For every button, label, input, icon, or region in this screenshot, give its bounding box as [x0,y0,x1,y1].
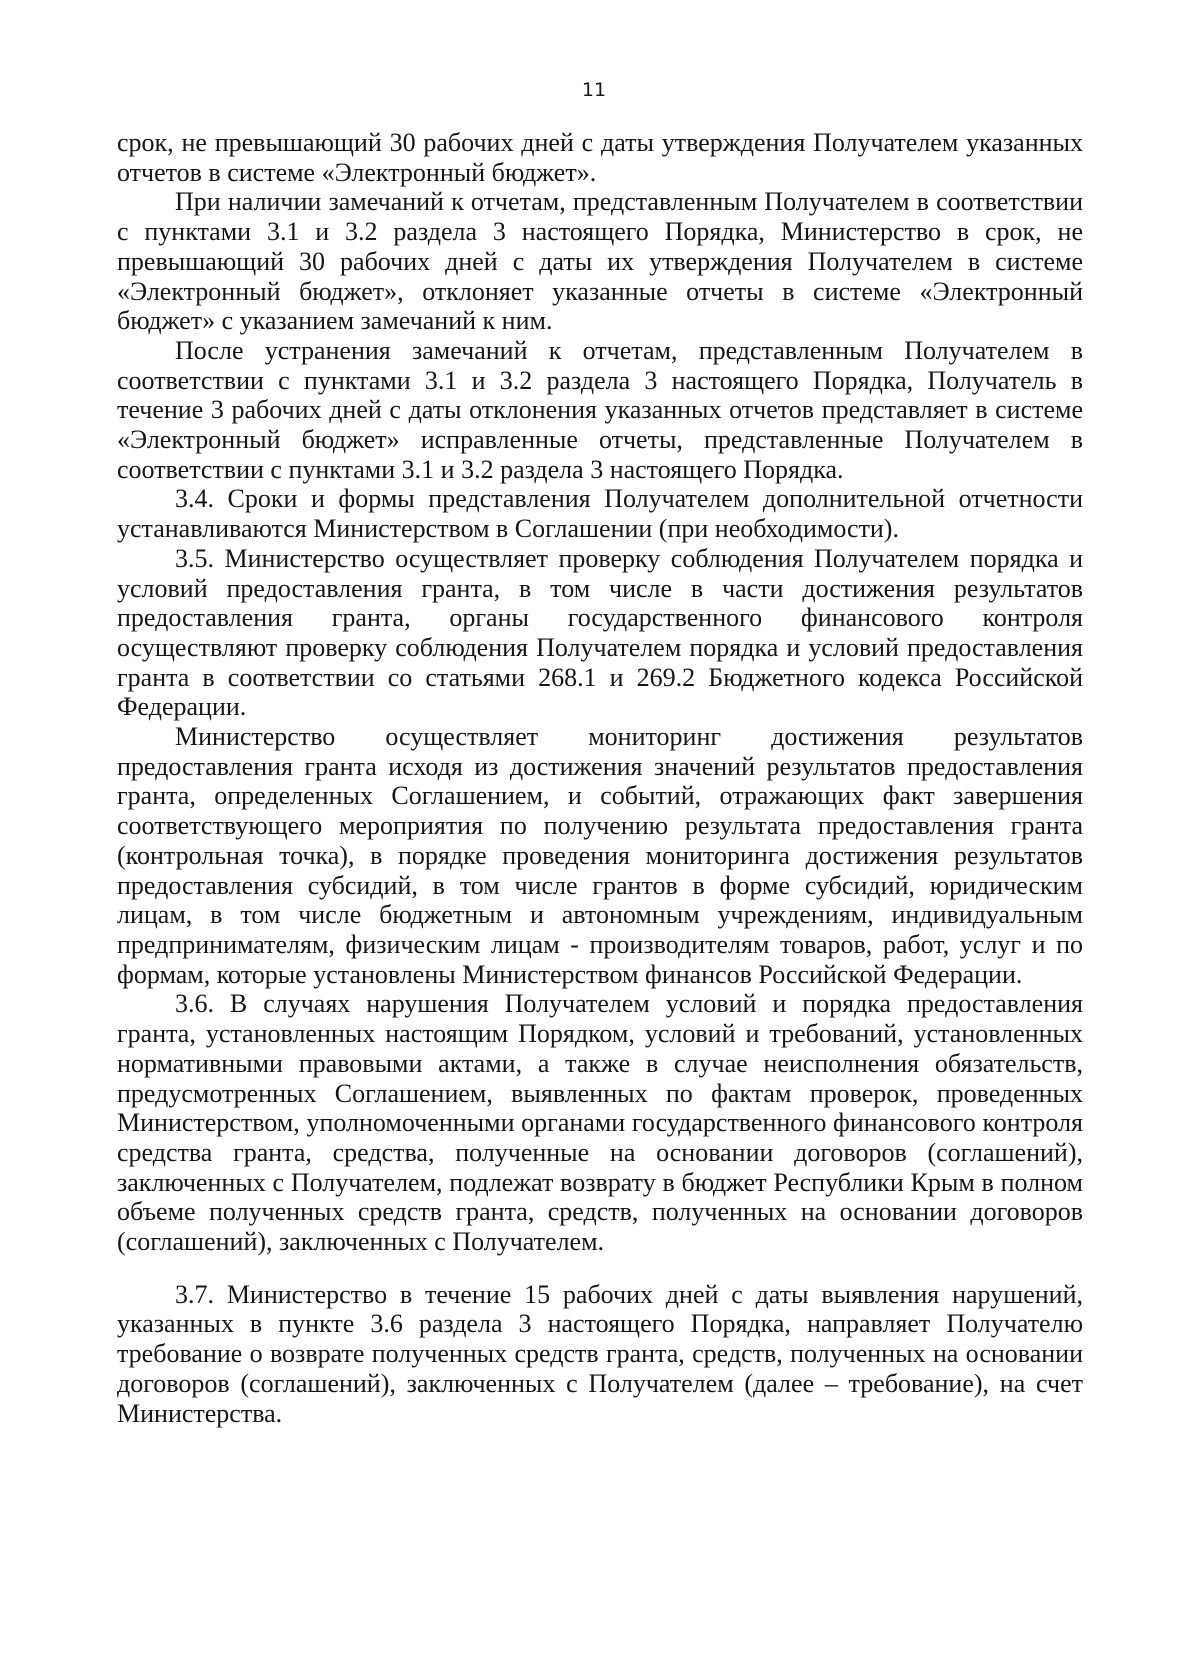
paragraph-3-5: 3.5. Министерство осуществляет проверку соблюдения Получателем порядка и условий предоставления гранта, в том числе в части достижения результатов предоставления гранта, органы государственного финансового контроля осуществляют проверку соблюдения Получателем порядка и условий предоставления гранта в соответствии со статьями 268.1 и 269.2 Бюджетного кодекса Российской Федерации. [117,543,1083,722]
paragraph-remarks-correction: После устранения замечаний к отчетам, представленным Получателем в соответствии с пунктами 3.1 и 3.2 раздела 3 настоящего Порядка, Получатель в течение 3 рабочих дней с даты отклонения указанных отчетов представляет в системе «Электронный бюджет» исправленные отчеты, представленные Получателем в соответствии с пунктами 3.1 и 3.2 раздела 3 настоящего Порядка. [117,335,1083,484]
paragraph-3-6: 3.6. В случаях нарушения Получателем условий и порядка предоставления гранта, установленных настоящим Порядком, условий и требований, установленных нормативными правовыми актами, а также в случае неисполнения обязательств, предусмотренных Соглашением, выявленных по фактам проверок, проведенных Министерством, уполномоченными органами государственного финансового контроля средства гранта, средства, полученные на основании договоров (соглашений), заключенных с Получателем, подлежат возврату в бюджет Республики Крым в полном объеме полученных средств гранта, средств, полученных на основании договоров (соглашений), заключенных с Получателем. [117,989,1083,1257]
paragraph-continuation: срок, не превышающий 30 рабочих дней с даты утверждения Получателем указанных отчетов в системе «Электронный бюджет». [117,128,1083,187]
paragraph-3-7: 3.7. Министерство в течение 15 рабочих дней с даты выявления нарушений, указанных в пункте 3.6 раздела 3 настоящего Порядка, направляет Получателю требование о возврате полученных средств гранта, средств, полученных на основании договоров (соглашений), заключенных с Получателем (далее – требование), на счет Министерства. [117,1279,1083,1428]
document-body [117,128,1083,1428]
paragraph-monitoring: Министерство осуществляет мониторинг достижения результатов предоставления гранта исходя из достижения значений результатов предоставления гранта, определенных Соглашением, и событий, отражающих факт завершения соответствующего мероприятия по получению результата предоставления гранта (контрольная точка), в порядке проведения мониторинга достижения результатов предоставления субсидий, в том числе грантов в форме субсидий, юридическим лицам, в том числе бюджетным и автономным учреждениям, индивидуальным предпринимателям, физическим лицам - производителям товаров, работ, услуг и по формам, которые установлены Министерством финансов Российской Федерации. [117,722,1083,989]
paragraph-remarks-rejection: При наличии замечаний к отчетам, представленным Получателем в соответствии с пунктами 3.1 и 3.2 раздела 3 настоящего Порядка, Министерство в срок, не превышающий 30 рабочих дней с даты их утверждения Получателем в системе «Электронный бюджет», отклоняет указанные отчеты в системе «Электронный бюджет» с указанием замечаний к ним. [117,187,1083,336]
paragraph-3-4: 3.4. Сроки и формы представления Получателем дополнительной отчетности устанавливаются Министерством в Соглашении (при необходимости). [117,484,1083,544]
page-number: 11 [581,79,607,101]
